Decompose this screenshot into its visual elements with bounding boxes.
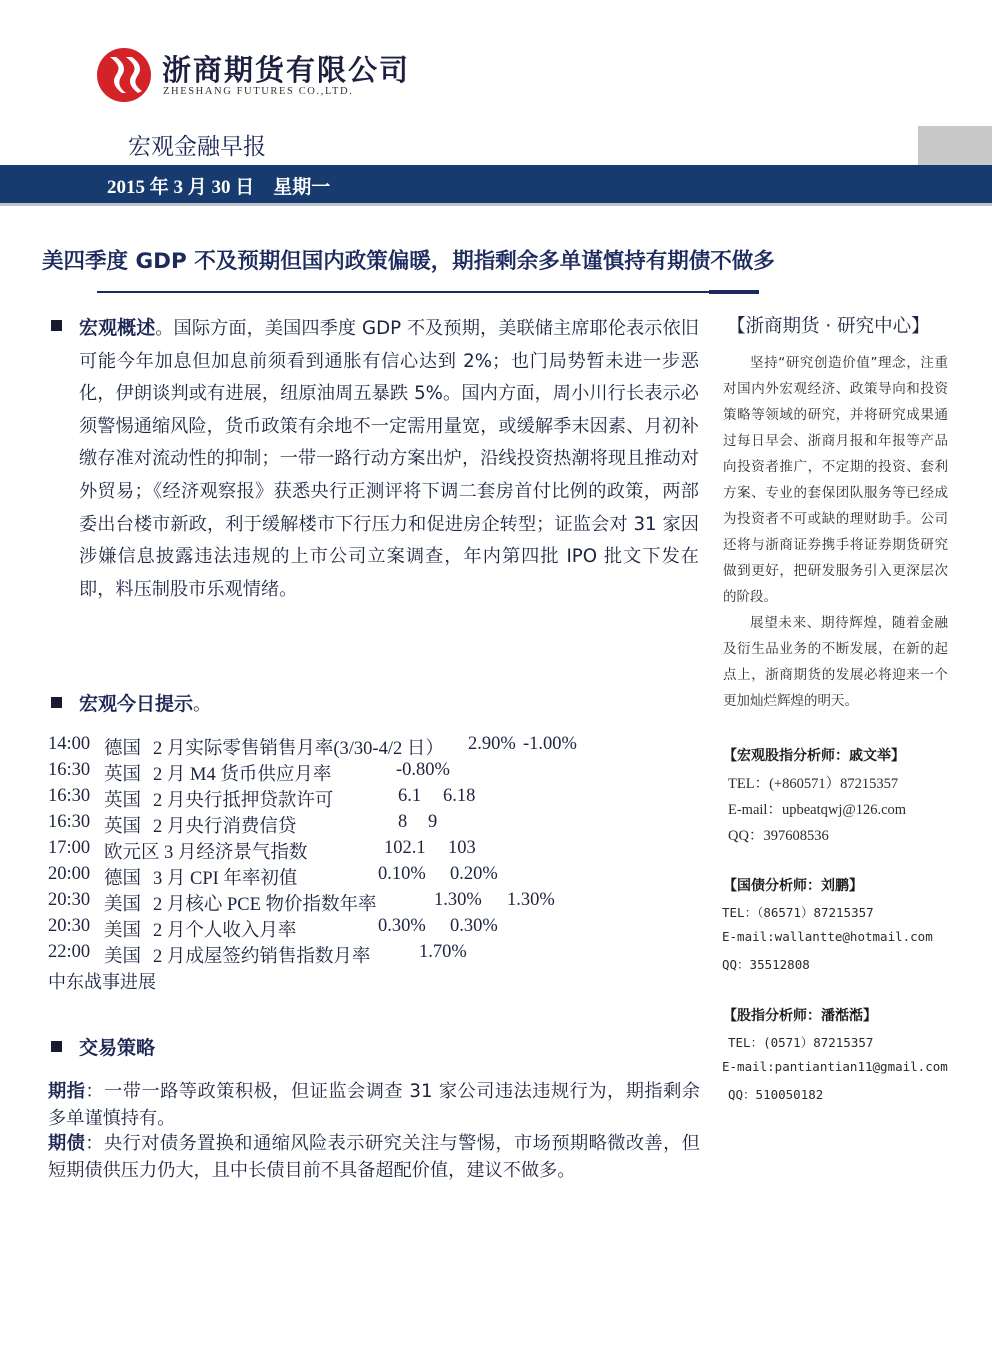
event-region: 美国 xyxy=(104,895,142,915)
event-value-2: -1.00% xyxy=(523,734,577,754)
event-value-1: 0.30% xyxy=(378,916,426,936)
analyst-qq: QQ：397608536 xyxy=(728,828,829,844)
analyst-tel: TEL：(+860571）87215357 xyxy=(728,776,899,792)
analyst-email[interactable]: E-mail：upbeatqwj@126.com xyxy=(728,802,907,818)
event-value-1: 6.1 xyxy=(398,786,422,806)
company-name: 浙商期货有限公司 xyxy=(162,53,411,87)
overview-title: 宏观概述 xyxy=(79,317,156,339)
zheshang-logo-icon xyxy=(96,47,152,103)
event-item: 2 月实际零售销售月率(3/30-4/2 日） xyxy=(153,739,444,759)
event-value-1: 0.10% xyxy=(378,864,426,884)
event-time: 22:00 xyxy=(48,942,91,962)
analyst-title: 【宏观股指分析师：戚文举】 xyxy=(723,748,905,764)
event-time: 16:30 xyxy=(48,786,91,806)
sidebar-para-1: 坚持“研究创造价值”理念，注重对国内外宏观经济、政策导向和投资策略等领域的研究，并将研究成果通过每日早会、浙商月报和年报等产品向投资者推广，不定期的投资、套利方案、专业的套保团队服务等已经成为投资者不可或缺的理财助手。公司还将与浙商证券携手将证券期货研究做到更好，把研发服务引入更深层次的阶段。 xyxy=(723,355,948,605)
event-value-1: 8 xyxy=(398,812,408,832)
overview-paragraph xyxy=(79,312,699,606)
event-region: 英国 xyxy=(104,791,142,811)
event-item: 3 月 CPI 年率初值 xyxy=(153,869,298,889)
headline: 美四季度 GDP 不及预期但国内政策偏暖，期指剩余多单谨慎持有期债不做多 xyxy=(42,249,775,274)
analyst-tel: TEL：(0571）87215357 xyxy=(728,1035,874,1050)
bullet-square-icon xyxy=(51,697,62,708)
event-item: 2 月个人收入月率 xyxy=(153,921,297,941)
report-type-title: 宏观金融早报 xyxy=(128,134,266,160)
event-value-1: 102.1 xyxy=(384,838,426,858)
strategy-index-paragraph xyxy=(48,1079,700,1132)
event-value-2: 103 xyxy=(448,838,476,858)
event-time: 20:00 xyxy=(48,864,91,884)
strategy-bond-label: 期债 xyxy=(48,1133,86,1154)
event-region: 德国 xyxy=(104,739,142,759)
sidebar-intro xyxy=(723,350,948,714)
event-note: 中东战事进展 xyxy=(48,972,156,993)
event-value-2: 6.18 xyxy=(443,786,476,806)
event-value-2: 9 xyxy=(428,812,438,832)
event-time: 20:30 xyxy=(48,890,91,910)
event-region: 欧元区 xyxy=(104,843,160,863)
event-item: 2 月央行抵押贷款许可 xyxy=(153,791,334,811)
analyst-qq: QQ：35512808 xyxy=(722,957,810,972)
bullet-square-icon xyxy=(51,320,62,331)
event-item: 2 月成屋签约销售指数月率 xyxy=(153,947,371,967)
event-item: 2 月核心 PCE 物价指数年率 xyxy=(153,895,377,915)
strategy-title: 交易策略 xyxy=(79,1037,156,1059)
event-time: 16:30 xyxy=(48,760,91,780)
overview-text: 。国际方面，美国四季度 GDP 不及预期，美联储主席耶伦表示依旧可能今年加息但加息前须看到通胀有信心达到 2%；也门局势暂未进一步恶化，伊朗谈判或有进展，纽原油周五暴跌 5%。国内方面，周小川行长表示必须警惕通缩风险，货币政策有余地不一定需用量宽，或缓解季末因素、月初补缴存准对流动性的抑制；一带一路行动方案出炉，沿线投资热潮将现且推动对外贸易；《经济观察报》获悉央行正测评将下调二套房首付比例的政策，两部委出台楼市新政，利于缓解楼市下行压力和促进房企转型；证监会对 31 家因涉嫌信息披露违法违规的上市公司立案调查，年内第四批 IPO 批文下发在即，料压制股市乐观情绪。 xyxy=(79,318,699,600)
strategy-bond-paragraph xyxy=(48,1131,700,1184)
analyst-qq: QQ：510050182 xyxy=(728,1087,824,1102)
event-region: 美国 xyxy=(104,921,142,941)
event-region: 英国 xyxy=(104,765,142,785)
event-time: 20:30 xyxy=(48,916,91,936)
event-value-2: 0.30% xyxy=(450,916,498,936)
event-value-2: 1.30% xyxy=(507,890,555,910)
event-value-1: 1.70% xyxy=(419,942,467,962)
event-time: 14:00 xyxy=(48,734,91,754)
analyst-email[interactable]: E-mail:wallantte@hotmail.com xyxy=(722,929,933,944)
analyst-title: 【股指分析师：潘湉湉】 xyxy=(723,1008,877,1024)
today-title-suffix: 。 xyxy=(193,694,212,715)
event-value-1: 2.90% xyxy=(468,734,516,754)
analyst-title: 【国债分析师：刘鹏】 xyxy=(723,878,863,894)
event-region: 德国 xyxy=(104,869,142,889)
event-value-2: 0.20% xyxy=(450,864,498,884)
headline-divider xyxy=(97,291,759,293)
headline-divider-accent xyxy=(709,290,759,294)
event-time: 16:30 xyxy=(48,812,91,832)
today-title: 宏观今日提示 xyxy=(79,693,194,715)
today-heading xyxy=(79,689,211,716)
report-date: 2015 年 3 月 30 日 星期一 xyxy=(107,177,331,198)
bullet-square-icon xyxy=(51,1041,62,1052)
strategy-index-text: ：一带一路等政策积极，但证监会调查 31 家公司违法违规行为，期指剩余多单谨慎持有。 xyxy=(48,1081,700,1129)
event-value-1: -0.80% xyxy=(396,760,450,780)
strategy-bond-text: ：央行对债务置换和通缩风险表示研究关注与警惕，市场预期略微改善，但短期债供压力仍大，且中长债目前不具备超配价值，建议不做多。 xyxy=(48,1133,700,1181)
sidebar-para-2: 展望未来、期待辉煌，随着金融及衍生品业务的不断发展，在新的起点上，浙商期货的发展必将迎来一个更加灿烂辉煌的明天。 xyxy=(723,615,948,709)
analyst-email[interactable]: E-mail:pantiantian11@gmail.com xyxy=(722,1059,948,1074)
analyst-tel: TEL：（86571）87215357 xyxy=(722,905,874,920)
event-region: 英国 xyxy=(104,817,142,837)
event-value-1: 1.30% xyxy=(434,890,482,910)
event-item: 3 月经济景气指数 xyxy=(164,843,308,863)
company-name-en: ZHESHANG FUTURES CO.,LTD. xyxy=(163,86,354,97)
event-item: 2 月 M4 货币供应月率 xyxy=(153,765,332,785)
event-region: 美国 xyxy=(104,947,142,967)
strategy-index-label: 期指 xyxy=(48,1081,86,1102)
event-item: 2 月央行消费信贷 xyxy=(153,817,297,837)
header-gray-tab xyxy=(918,126,992,165)
event-time: 17:00 xyxy=(48,838,91,858)
sidebar-title: 【浙商期货 · 研究中心】 xyxy=(727,316,930,337)
